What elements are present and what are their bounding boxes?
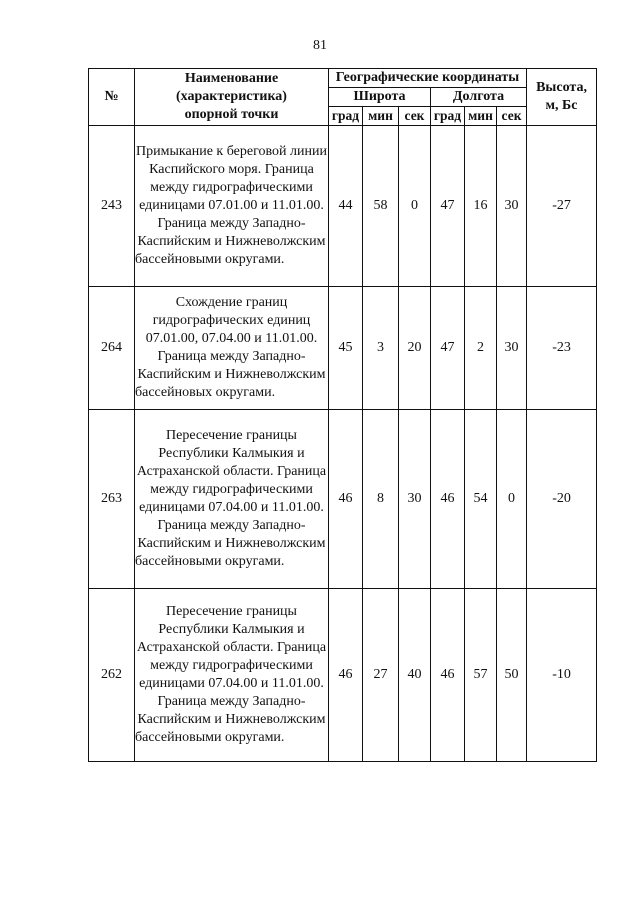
- header-latitude: Широта: [329, 88, 431, 107]
- header-lon-deg: град: [431, 107, 465, 126]
- height-cell: -27: [527, 126, 597, 287]
- page-number: 81: [313, 38, 327, 53]
- lat-deg-cell: 45: [329, 287, 363, 410]
- lat-deg-cell: 46: [329, 589, 363, 762]
- height-cell: -23: [527, 287, 597, 410]
- lon-sec-cell: 30: [497, 126, 527, 287]
- header-name-line1: Наименование: [184, 71, 279, 86]
- lon-min-cell: 54: [465, 410, 497, 589]
- lon-sec-cell: 0: [497, 410, 527, 589]
- table-row: [89, 410, 597, 589]
- header-number: №: [89, 69, 135, 126]
- header-lat-sec: сек: [399, 107, 431, 126]
- lat-sec-cell: 30: [399, 410, 431, 589]
- point-description: Пересечение границы Республики Калмыкия и Астраханской области. Граница между гидрографическими единицами 07.04.00 и 11.01.00. Граница между Западно-Каспийским и Нижневолжским бассейновыми округами.: [135, 410, 329, 589]
- table-row: [89, 126, 597, 287]
- lat-min-cell: 3: [363, 287, 399, 410]
- header-lon-min: мин: [465, 107, 497, 126]
- coordinates-table: [88, 68, 597, 762]
- table-row: [89, 589, 597, 762]
- lon-min-cell: 2: [465, 287, 497, 410]
- point-number: 263: [89, 410, 135, 589]
- header-height: [527, 69, 597, 126]
- lat-deg-cell: 46: [329, 410, 363, 589]
- header-name-line3: опорной точки: [184, 107, 279, 122]
- table-row: [89, 287, 597, 410]
- header-lat-deg: град: [329, 107, 363, 126]
- lon-min-cell: 16: [465, 126, 497, 287]
- header-lat-min: мин: [363, 107, 399, 126]
- header-longitude: Долгота: [431, 88, 527, 107]
- lon-min-cell: 57: [465, 589, 497, 762]
- height-cell: -10: [527, 589, 597, 762]
- point-number: 262: [89, 589, 135, 762]
- lon-sec-cell: 50: [497, 589, 527, 762]
- header-name-line2: (характеристика): [176, 89, 287, 104]
- lat-sec-cell: 0: [399, 126, 431, 287]
- lat-sec-cell: 20: [399, 287, 431, 410]
- header-geo-coordinates: Географические координаты: [329, 69, 527, 88]
- lon-deg-cell: 47: [431, 126, 465, 287]
- lat-min-cell: 27: [363, 589, 399, 762]
- lat-min-cell: 58: [363, 126, 399, 287]
- height-cell: -20: [527, 410, 597, 589]
- lat-min-cell: 8: [363, 410, 399, 589]
- header-height-line1: Высота,: [536, 80, 587, 95]
- lon-sec-cell: 30: [497, 287, 527, 410]
- lon-deg-cell: 47: [431, 287, 465, 410]
- lon-deg-cell: 46: [431, 410, 465, 589]
- lat-deg-cell: 44: [329, 126, 363, 287]
- point-number: 264: [89, 287, 135, 410]
- point-description: Схождение границ гидрографических единиц 07.01.00, 07.04.00 и 11.01.00. Граница между Западно-Каспийским и Нижневолжским бассейновых округами.: [135, 287, 329, 410]
- point-number: 243: [89, 126, 135, 287]
- header-name: [135, 69, 329, 126]
- header-height-line2: м, Бс: [545, 98, 578, 113]
- lat-sec-cell: 40: [399, 589, 431, 762]
- lon-deg-cell: 46: [431, 589, 465, 762]
- header-lon-sec: сек: [497, 107, 527, 126]
- point-description: Пересечение границы Республики Калмыкия и Астраханской области. Граница между гидрографическими единицами 07.04.00 и 11.01.00. Граница между Западно-Каспийским и Нижневолжским бассейновыми округами.: [135, 589, 329, 762]
- point-description: Примыкание к береговой линии Каспийского моря. Граница между гидрографическими единицами 07.01.00 и 11.01.00. Граница между Западно-Каспийским и Нижневолжским бассейновыми округами.: [135, 126, 329, 287]
